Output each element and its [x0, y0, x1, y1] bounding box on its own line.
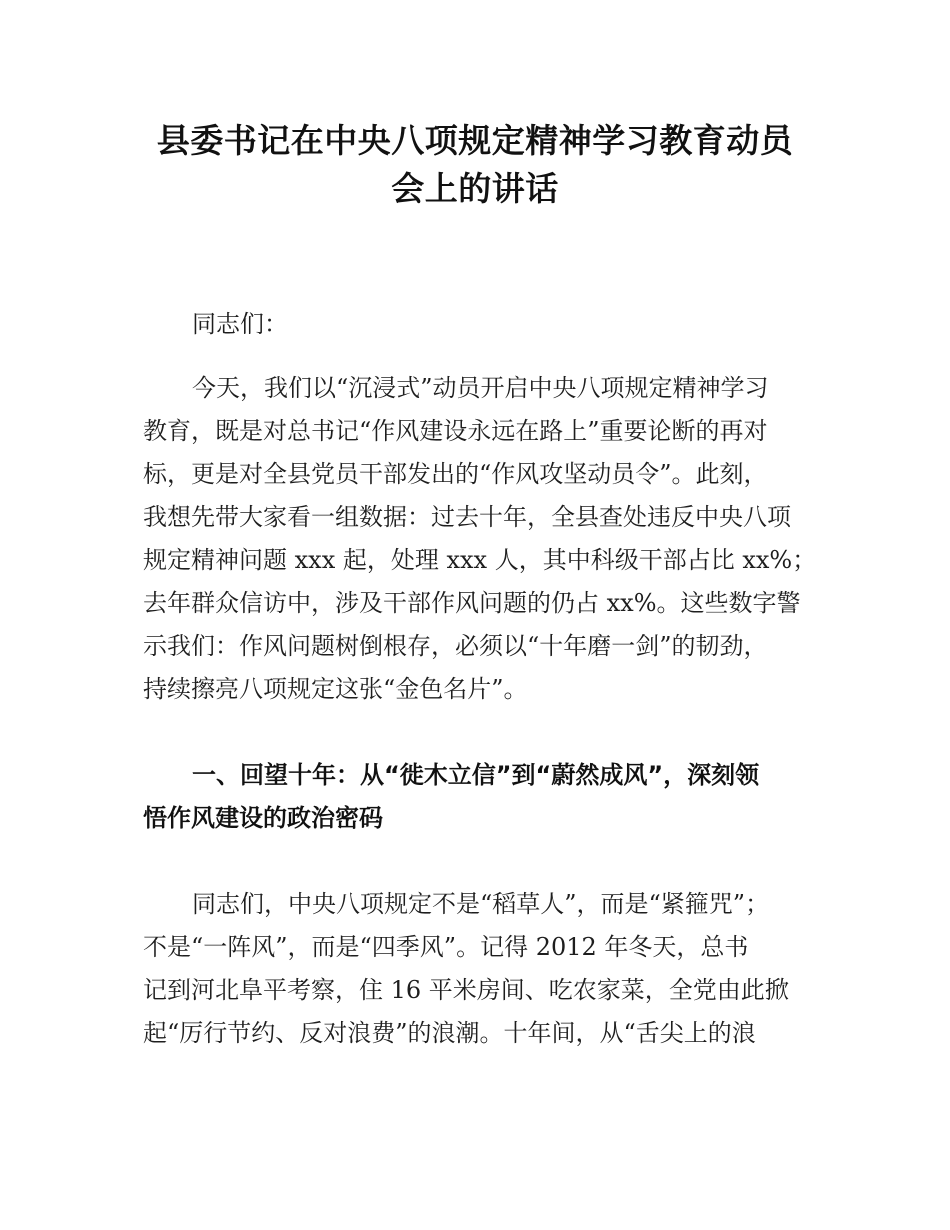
intro-line: 教育，既是对总书记“作风建设永远在路上”重要论断的再对: [143, 417, 768, 445]
intro-line: 规定精神问题 xxx 起，处理 xxx 人，其中科级干部占比 xx%；: [143, 546, 817, 574]
intro-line: 我想先带大家看一组数据：过去十年，全县查处违反中央八项: [143, 503, 791, 531]
section-body-line: 同志们，中央八项规定不是“稻草人”，而是“紧箍咒”；: [192, 890, 770, 918]
document-title-line-1: 县委书记在中央八项规定精神学习教育动员: [156, 121, 794, 160]
section-body-line: 不是“一阵风”，而是“四季风”。记得 2012 年冬天，总书: [143, 933, 749, 961]
section-body-line: 记到河北阜平考察，住 16 平米房间、吃农家菜，全党由此掀: [143, 976, 789, 1004]
section-body-line: 起“厉行节约、反对浪费”的浪潮。十年间，从“舌尖上的浪: [143, 1019, 756, 1047]
intro-line: 今天，我们以“沉浸式”动员开启中央八项规定精神学习: [192, 374, 769, 402]
salutation: 同志们：: [192, 310, 288, 338]
section-heading-line-1: 一、回望十年：从“徙木立信”到“蔚然成风”，深刻领: [192, 761, 760, 789]
intro-line: 标，更是对全县党员干部发出的“作风攻坚动员令”。此刻，: [143, 460, 768, 488]
intro-line: 去年群众信访中，涉及干部作风问题的仍占 xx%。这些数字警: [143, 589, 801, 617]
document-title-line-2: 会上的讲话: [391, 169, 559, 208]
intro-line: 示我们：作风问题树倒根存，必须以“十年磨一剑”的韧劲，: [143, 632, 768, 660]
section-heading-line-2: 悟作风建设的政治密码: [143, 804, 383, 832]
intro-line: 持续擦亮八项规定这张“金色名片”。: [143, 675, 528, 703]
